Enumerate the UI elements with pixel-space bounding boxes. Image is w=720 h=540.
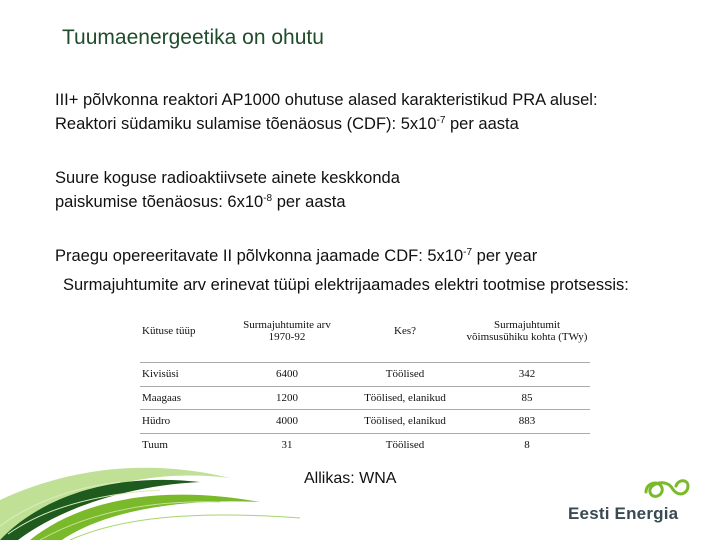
table-cell: Maagaas [140,386,228,410]
lrf-unit: per aasta [272,193,346,211]
table-caption: Surmajuhtumite arv erinevat tüüpi elektrijaamades elektri tootmise protsessis: [63,276,629,294]
core-damage-frequency-line [55,112,598,139]
table-cell: 1200 [228,386,346,410]
fatalities-table [140,300,590,456]
table-cell: 883 [464,410,590,434]
table-cell: Hüdro [140,410,228,434]
table-row [140,410,590,434]
table-cell: Kivisüsi [140,363,228,387]
column-header-fuel-type: Kütuse tüüp [142,325,196,337]
large-release-line-2 [55,190,400,217]
reactor-characteristics-paragraph [55,88,598,139]
reactor-characteristics-line-1: III+ põlvkonna reaktori AP1000 ohutuse alased karakteristikud PRA alusel: [55,91,598,109]
eesti-energia-logo [560,476,700,526]
lrf-text: paiskumise tõenäosus: 6x10 [55,193,264,211]
column-header-fatalities: Surmajuhtumite arv 1970-92 [243,319,331,343]
large-release-paragraph [55,166,400,217]
table-cell: 4000 [228,410,346,434]
lrf-exponent: -8 [263,193,273,204]
table-cell: 85 [464,386,590,410]
green-swoosh-decoration [0,438,330,540]
eesti-energia-logo-text: Eesti Energia [568,504,679,523]
gen2-cdf-text: Praegu opereeritavate II põlvkonna jaamade CDF: 5x10 [55,247,464,265]
cdf-exponent: -7 [436,115,446,126]
column-header-fatalities-per-twy: Surmajuhtumit võimsusühiku kohta (TWy) [466,319,588,343]
gen2-cdf-exponent: -7 [463,247,473,258]
table-cell: Töölised, elanikud [346,410,464,434]
slide-title: Tuumaenergeetika on ohutu [62,26,324,49]
table-row [140,363,590,387]
table-cell: Töölised, elanikud [346,386,464,410]
eesti-energia-logo-mark-icon [642,476,692,506]
table-cell: Töölised [346,363,464,387]
table-cell: 6400 [228,363,346,387]
table-cell: 31 [228,433,346,456]
table-cell: Tuum [140,433,228,456]
table-cell: 8 [464,433,590,456]
table-header-row [140,300,590,363]
column-header-who: Kes? [394,325,416,337]
table-row [140,386,590,410]
source-note: Allikas: WNA [304,470,397,487]
table-cell: 342 [464,363,590,387]
cdf-text: Reaktori südamiku sulamise tõenäosus (CDF): 5x10 [55,115,437,133]
cdf-unit: per aasta [445,115,519,133]
table-cell: Töölised [346,433,464,456]
gen2-cdf-paragraph [55,244,537,271]
large-release-line-1: Suure koguse radioaktiivsete ainete keskkonda [55,169,400,187]
gen2-cdf-unit: per year [472,247,538,265]
